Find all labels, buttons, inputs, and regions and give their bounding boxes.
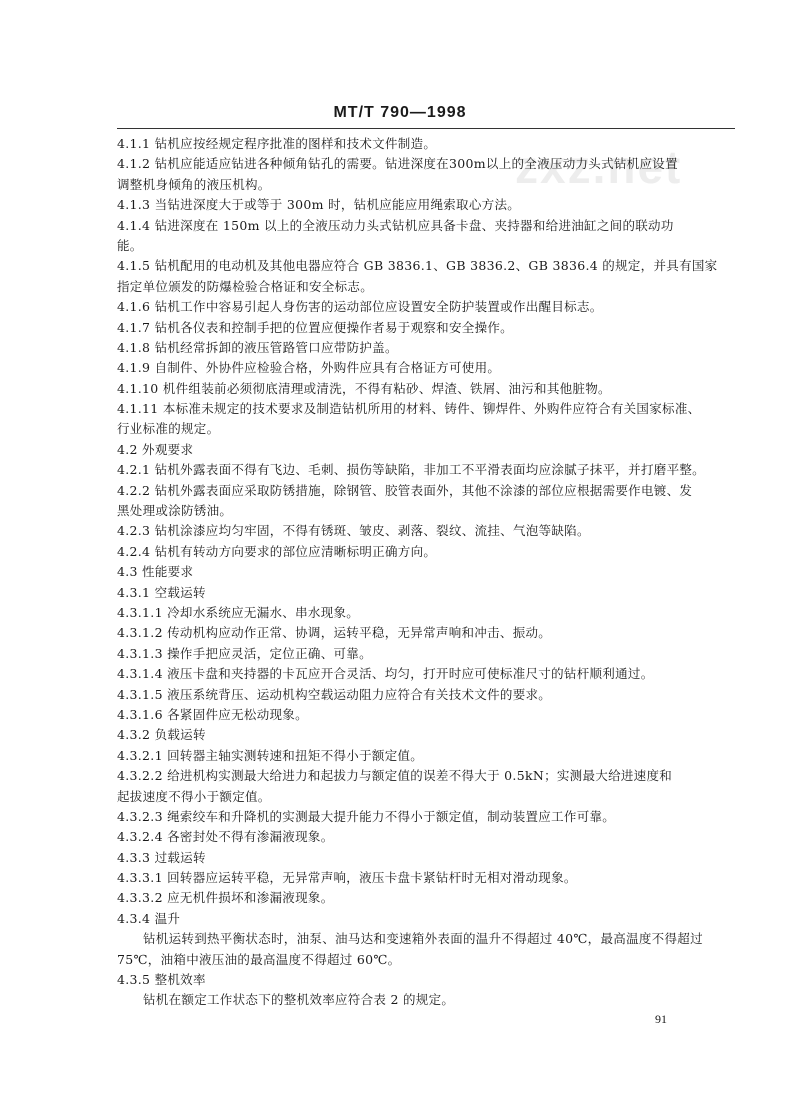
text-line: 4.1.11 本标准未规定的技术要求及制造钻机所用的材料、铸件、铆焊件、外购件应符合有关国家标准、 [117,401,701,417]
text-line: 4.3.1.4 液压卡盘和夹持器的卡瓦应开合灵活、均匀，打开时应可使标准尺寸的钻杆顺利通过。 [117,666,654,682]
text-line: 指定单位颁发的防爆检验合格证和安全标志。 [117,278,374,294]
text-line: 4.1.6 钻机工作中容易引起人身伤害的运动部位应设置安全防护装置或作出醒目标志。 [117,299,603,315]
text-line: 4.2.4 钻机有转动方向要求的部位应清晰标明正确方向。 [117,543,437,559]
text-line: 4.1.10 机件组装前必须彻底清理或清洗，不得有粘砂、焊渣、铁屑、油污和其他脏物。 [117,380,611,396]
text-line: 4.3.3.1 回转器应运转平稳，无异常声响，液压卡盘卡紧钻杆时无相对滑动现象。 [117,870,577,886]
text-line: 4.2.3 钻机涂漆应均匀牢固，不得有锈斑、皱皮、剥落、裂纹、流挂、气泡等缺陷。 [117,523,590,539]
text-line: 4.3.3.2 应无机件损坏和渗漏液现象。 [117,890,334,906]
text-line: 4.1.5 钻机配用的电动机及其他电器应符合 GB 3836.1、GB 3836.2、GB 3836.4 的规定，并具有国家 [117,258,718,274]
text-line: 4.3.3 过载运转 [117,849,206,865]
text-line: 4.1.3 当钻进深度大于或等于 300m 时，钻机应能应用绳索取心方法。 [117,197,521,213]
text-line: 4.3.1.5 液压系统背压、运动机构空载运动阻力应符合有关技术文件的要求。 [117,686,552,702]
text-line: 钻机在额定工作状态下的整机效率应符合表 2 的规定。 [143,992,455,1008]
text-line: 钻机运转到热平衡状态时，油泵、油马达和变速箱外表面的温升不得超过 40℃，最高温度不得超过 [143,931,703,947]
text-line: 4.3.1.1 冷却水系统应无漏水、串水现象。 [117,604,360,620]
text-line: 4.3.1 空载运转 [117,584,206,600]
text-line: 4.2 外观要求 [117,441,194,457]
text-line: 行业标准的规定。 [117,421,220,437]
text-line: 4.3.5 整机效率 [117,972,206,988]
text-line: 能。 [117,237,143,253]
text-line: 4.1.8 钻机经常拆卸的液压管路管口应带防护盖。 [117,339,398,355]
text-line: 黑处理或涂防锈油。 [117,503,233,519]
text-line: 4.1.9 自制件、外协件应检验合格，外购件应具有合格证方可使用。 [117,360,501,376]
text-line: 4.2.2 钻机外露表面应采取防锈措施，除钢管、胶管表面外，其他不涂漆的部位应根据需要作电镀、发 [117,482,693,498]
text-line: 4.3.2 负载运转 [117,727,206,743]
document-body [117,134,741,1011]
text-line: 4.3 性能要求 [117,564,194,580]
header-rule [117,128,735,129]
text-line: 4.1.2 钻机应能适应钻进各种倾角钻孔的需要。钻进深度在300m以上的全液压动力头式钻机应设置 [117,156,678,172]
text-line: 4.1.4 钻进深度在 150m 以上的全液压动力头式钻机应具备卡盘、夹持器和给进油缸之间的联动功 [117,217,674,233]
text-line: 4.3.4 温升 [117,910,181,926]
text-line: 起拔速度不得小于额定值。 [117,788,271,804]
document-header: MT/T 790—1998 [333,104,467,121]
text-line: 4.3.2.3 绳索绞车和升降机的实测最大提升能力不得小于额定值，制动装置应工作可靠。 [117,808,616,824]
text-line: 75℃，油箱中液压油的最高温度不得超过 60℃。 [117,951,401,967]
text-line: 4.3.2.2 给进机构实测最大给进力和起拔力与额定值的误差不得大于 0.5kN；实测最大给进速度和 [117,768,673,784]
text-line: 4.2.1 钻机外露表面不得有飞边、毛刺、损伤等缺陷，非加工不平滑表面均应涂腻子抹平，并打磨平整。 [117,462,705,478]
text-line: 4.3.2.1 回转器主轴实测转速和扭矩不得小于额定值。 [117,747,424,763]
text-line: 调整机身倾角的液压机构。 [117,176,271,192]
text-line: 4.3.2.4 各密封处不得有渗漏液现象。 [117,829,334,845]
watermark: zxz.net [515,141,683,193]
page-number: 91 [655,1012,667,1026]
text-line: 4.3.1.6 各紧固件应无松动现象。 [117,706,308,722]
text-line: 4.3.1.2 传动机构应动作正常、协调，运转平稳，无异常声响和冲击、振动。 [117,625,552,641]
text-line: 4.1.7 钻机各仪表和控制手把的位置应便操作者易于观察和安全操作。 [117,319,513,335]
text-line: 4.1.1 钻机应按经规定程序批准的图样和技术文件制造。 [117,136,437,151]
text-line: 4.3.1.3 操作手把应灵活，定位正确、可靠。 [117,645,372,661]
